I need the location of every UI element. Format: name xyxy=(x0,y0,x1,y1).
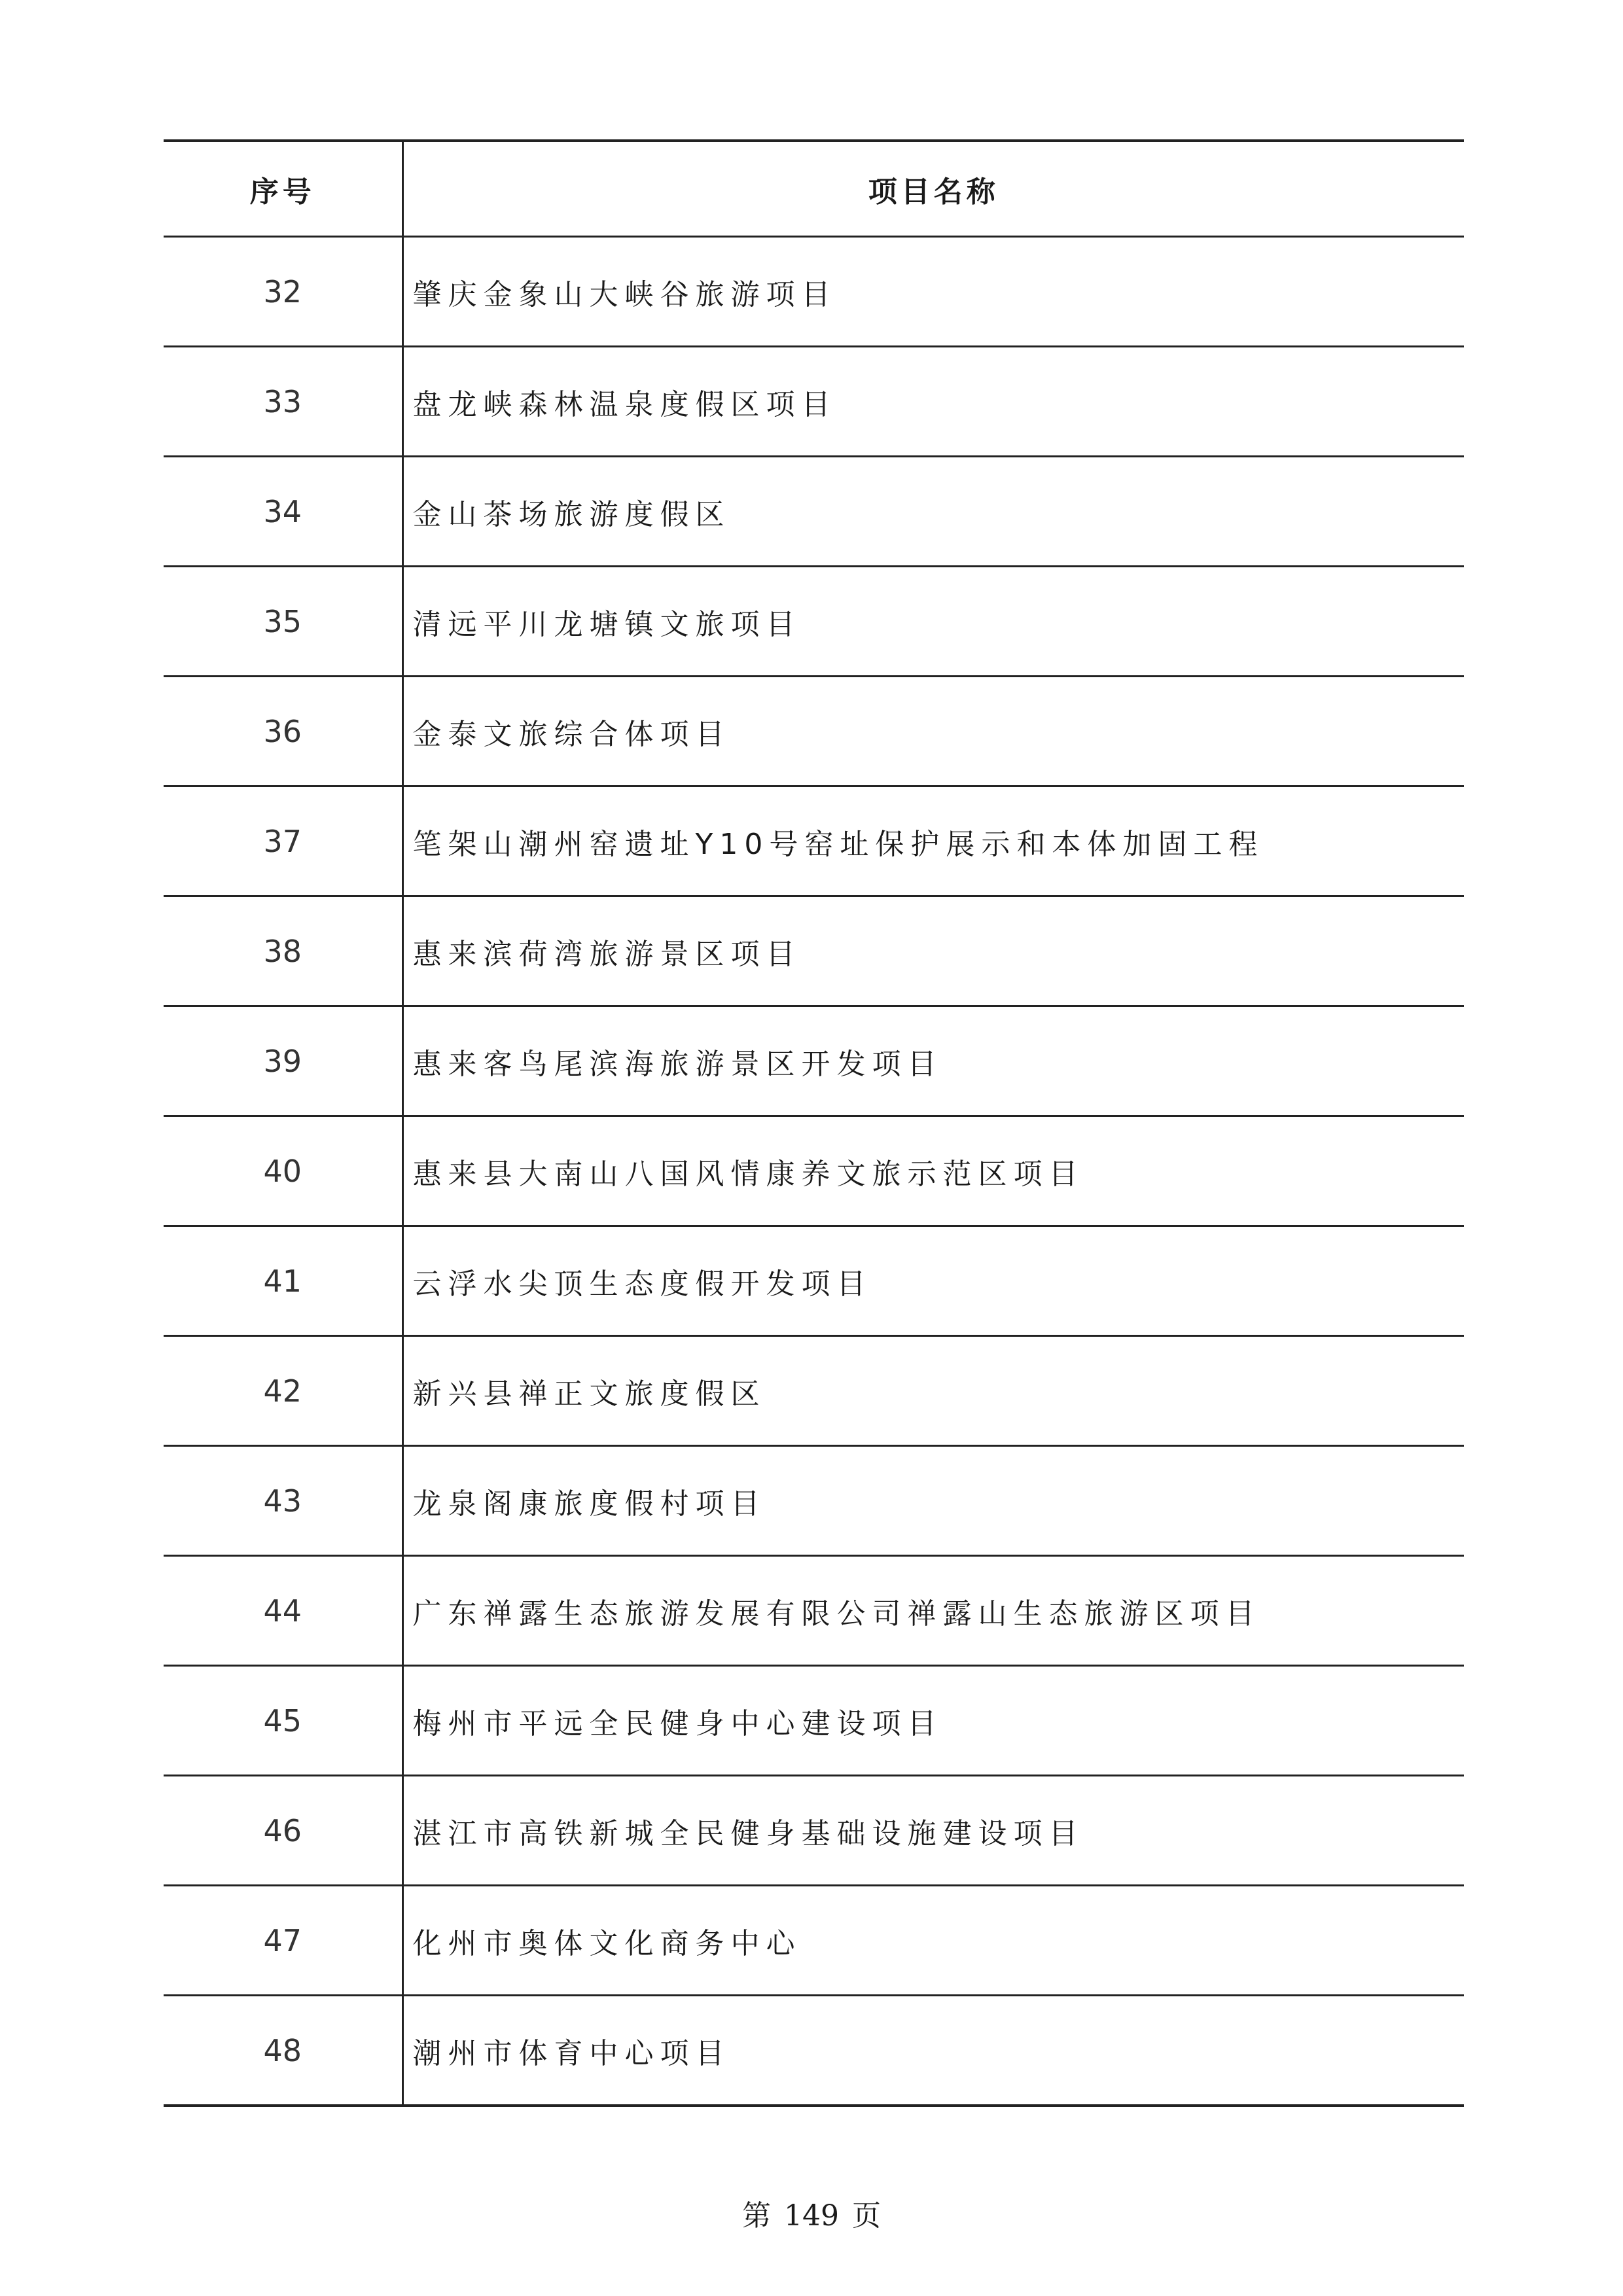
row-project-name: 惠来客鸟尾滨海旅游景区开发项目 xyxy=(402,1006,1464,1116)
row-project-name: 清远平川龙塘镇文旅项目 xyxy=(402,567,1464,677)
table-row xyxy=(164,1006,1464,1116)
page-prefix: 第 xyxy=(742,2199,771,2233)
page-number: 149 xyxy=(784,2199,839,2233)
row-number: 42 xyxy=(164,1336,402,1446)
row-number: 45 xyxy=(164,1666,402,1776)
table-row xyxy=(164,567,1464,677)
row-number: 37 xyxy=(164,786,402,896)
row-number: 41 xyxy=(164,1226,402,1336)
row-number: 34 xyxy=(164,457,402,567)
table-row xyxy=(164,1116,1464,1226)
row-project-name: 云浮水尖顶生态度假开发项目 xyxy=(402,1226,1464,1336)
table-row xyxy=(164,1996,1464,2106)
page-footer xyxy=(0,2192,1623,2234)
row-project-name: 湛江市高铁新城全民健身基础设施建设项目 xyxy=(402,1776,1464,1886)
page-suffix: 页 xyxy=(851,2199,881,2233)
table-body xyxy=(164,237,1464,2106)
row-project-name: 金山茶场旅游度假区 xyxy=(402,457,1464,567)
table-row xyxy=(164,347,1464,457)
row-project-name: 广东禅露生态旅游发展有限公司禅露山生态旅游区项目 xyxy=(402,1556,1464,1666)
row-number: 44 xyxy=(164,1556,402,1666)
table-row xyxy=(164,1776,1464,1886)
table-row xyxy=(164,1336,1464,1446)
row-project-name: 新兴县禅正文旅度假区 xyxy=(402,1336,1464,1446)
table-row xyxy=(164,457,1464,567)
row-number: 40 xyxy=(164,1116,402,1226)
table-row xyxy=(164,1226,1464,1336)
row-project-name: 惠来滨荷湾旅游景区项目 xyxy=(402,896,1464,1006)
header-number: 序号 xyxy=(164,141,402,237)
row-number: 36 xyxy=(164,677,402,786)
table-header-row xyxy=(164,141,1464,237)
row-number: 39 xyxy=(164,1006,402,1116)
row-number: 47 xyxy=(164,1886,402,1996)
row-number: 35 xyxy=(164,567,402,677)
table-row xyxy=(164,896,1464,1006)
table-row xyxy=(164,1446,1464,1556)
table-row xyxy=(164,786,1464,896)
table-row xyxy=(164,237,1464,347)
row-project-name: 龙泉阁康旅度假村项目 xyxy=(402,1446,1464,1556)
row-number: 48 xyxy=(164,1996,402,2106)
row-number: 33 xyxy=(164,347,402,457)
row-project-name: 惠来县大南山八国风情康养文旅示范区项目 xyxy=(402,1116,1464,1226)
row-number: 43 xyxy=(164,1446,402,1556)
project-table xyxy=(164,139,1464,2107)
table-row xyxy=(164,1886,1464,1996)
row-number: 38 xyxy=(164,896,402,1006)
row-project-name: 梅州市平远全民健身中心建设项目 xyxy=(402,1666,1464,1776)
row-project-name: 化州市奥体文化商务中心 xyxy=(402,1886,1464,1996)
row-number: 46 xyxy=(164,1776,402,1886)
row-number: 32 xyxy=(164,237,402,347)
row-project-name: 笔架山潮州窑遗址Y10号窑址保护展示和本体加固工程 xyxy=(402,786,1464,896)
table-row xyxy=(164,677,1464,786)
row-project-name: 金泰文旅综合体项目 xyxy=(402,677,1464,786)
row-project-name: 潮州市体育中心项目 xyxy=(412,2036,731,2070)
table-row xyxy=(164,1666,1464,1776)
row-project-name: 肇庆金象山大峡谷旅游项目 xyxy=(402,237,1464,347)
row-project-name: 盘龙峡森林温泉度假区项目 xyxy=(402,347,1464,457)
table-row xyxy=(164,1556,1464,1666)
header-project-name: 项目名称 xyxy=(402,141,1464,237)
